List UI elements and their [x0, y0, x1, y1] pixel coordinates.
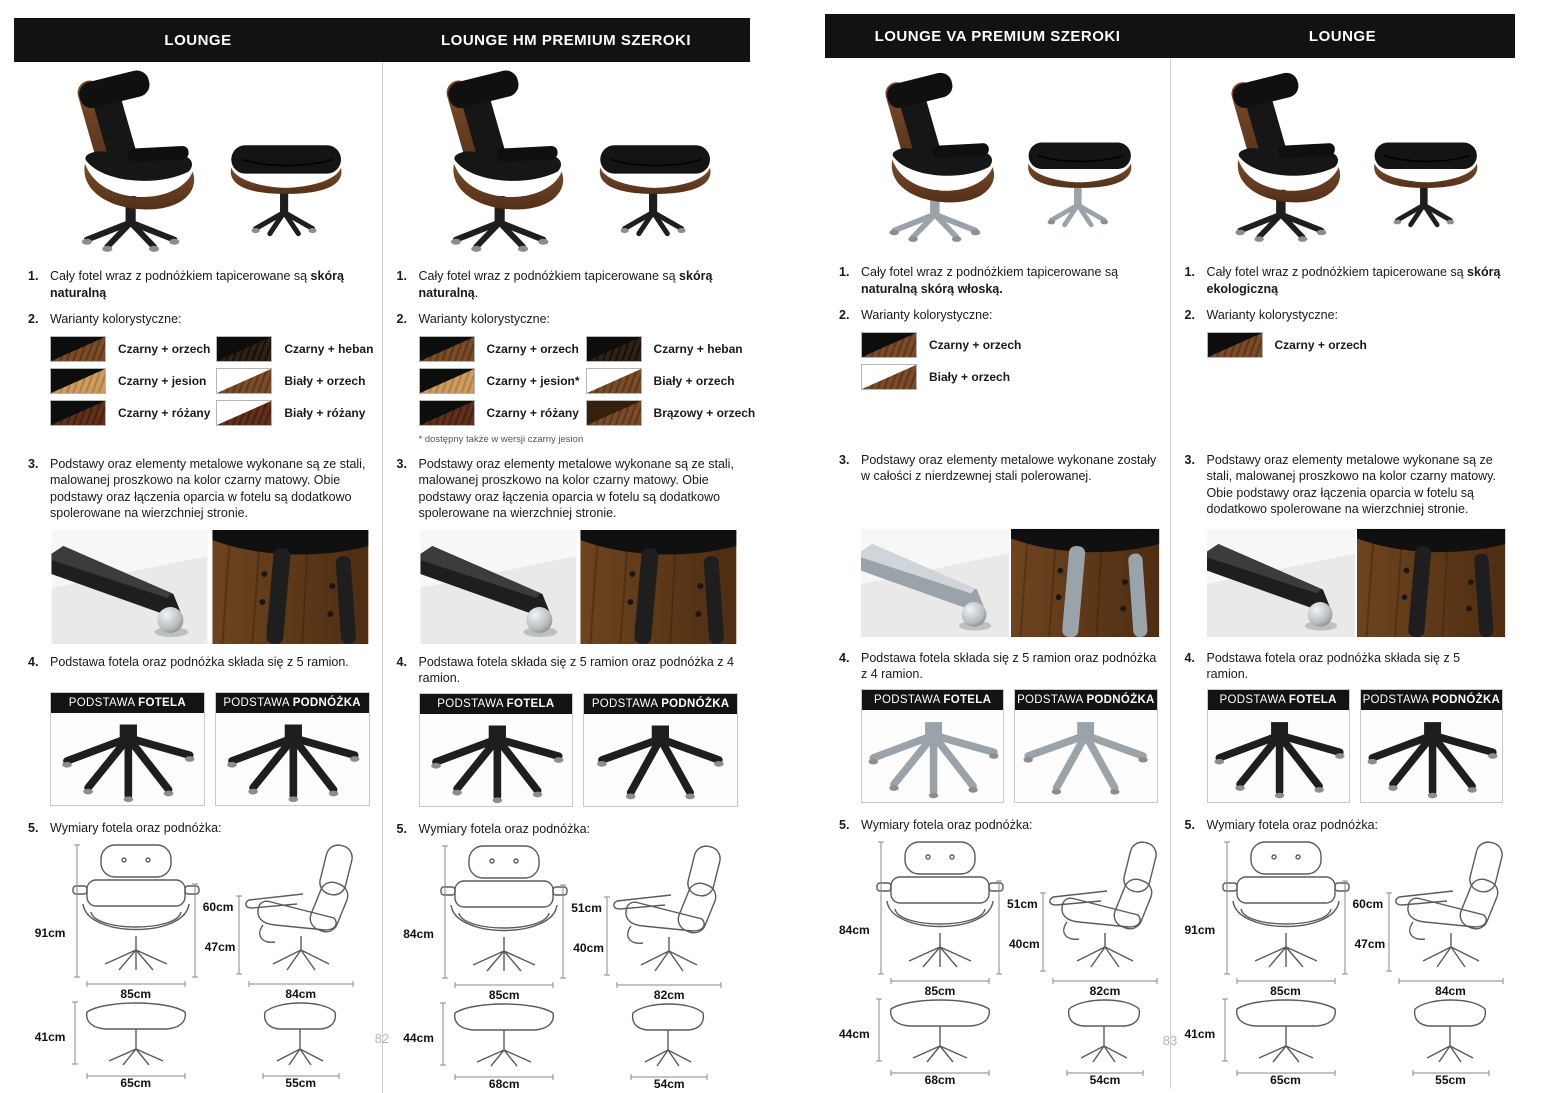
dim-ottoman-height: 41cm	[34, 1030, 66, 1044]
item-number: 4.	[396, 654, 407, 669]
color-swatch	[419, 400, 475, 426]
detail-photos	[1207, 526, 1504, 640]
detail-photo-backrest	[579, 530, 738, 644]
dim-ottoman-width: 65cm	[1270, 1073, 1301, 1087]
chair-base-image	[51, 713, 204, 805]
catalog-page-83	[825, 14, 1515, 1087]
swatch-footnote: * dostępny także w wersji czarny jesion	[418, 433, 584, 445]
swatch-label: Biały + różany	[284, 405, 366, 420]
chair-base-box	[1207, 689, 1350, 803]
swatch-label: Czarny + orzech	[118, 341, 211, 356]
item-number: 2.	[28, 312, 39, 326]
color-variant-row	[50, 336, 210, 362]
color-variants	[839, 332, 1160, 442]
item-number: 1.	[1184, 265, 1195, 279]
dim-seat-height: 40cm	[1009, 937, 1040, 951]
dim-back-height: 60cm	[1352, 897, 1384, 911]
item-number: 4.	[28, 654, 39, 669]
color-swatch	[216, 336, 272, 362]
item-number: 3.	[28, 456, 39, 471]
dim-chair-width: 85cm	[488, 988, 520, 1002]
color-variant-row	[216, 400, 373, 426]
list-item-upholstery: 1. Cały fotel wraz z podnóżkiem tapicerowane są naturalną skórą włoską.	[839, 265, 1119, 296]
detail-photos	[50, 530, 370, 644]
product-column-lounge	[14, 62, 383, 1093]
item-number: 4.	[1184, 650, 1195, 665]
color-variant-row	[586, 336, 756, 362]
detail-photo-base-arm	[50, 530, 209, 644]
product-column-lounge-hm	[383, 62, 756, 1093]
base-boxes	[1207, 689, 1504, 803]
color-swatch	[216, 368, 272, 394]
ottoman-base-box	[1360, 689, 1503, 803]
swatch-label: Czarny + jesion	[118, 373, 207, 388]
color-swatch	[861, 364, 917, 390]
swatch-label: Biały + orzech	[929, 369, 1011, 384]
item-number: 1.	[28, 269, 39, 283]
color-swatch	[861, 332, 917, 358]
page-title: LOUNGE	[164, 31, 232, 49]
color-swatch	[1207, 332, 1263, 358]
item-number: 3.	[396, 456, 407, 471]
dim-ottoman-width: 65cm	[120, 1076, 152, 1090]
list-item-upholstery: 1. Cały fotel wraz z podnóżkiem tapicerowane są skórą naturalną	[28, 269, 344, 300]
ottoman-base-label: PODSTAWA PODNÓŻKA	[1361, 690, 1502, 710]
chair-base-box	[419, 693, 574, 807]
base-boxes	[419, 693, 739, 807]
dim-chair-height: 91cm	[1184, 923, 1216, 937]
item-number: 1.	[839, 265, 850, 279]
swatch-label: Czarny + orzech	[929, 337, 1022, 352]
dim-back-height: 60cm	[202, 900, 234, 914]
chair-base-image	[862, 710, 1003, 802]
swatch-label: Biały + orzech	[284, 373, 366, 388]
color-swatch	[216, 400, 272, 426]
item-number: 4.	[839, 650, 850, 665]
list-item-base-arms: 4. Podstawa fotela oraz podnóżka składa się z 5 ramion.	[1184, 650, 1461, 681]
color-variants	[28, 336, 372, 446]
ottoman-base-image	[216, 713, 369, 805]
ottoman-base-label: PODSTAWA PODNÓŻKA	[216, 693, 369, 713]
chair-base-label: PODSTAWA FOTELA	[862, 690, 1003, 710]
list-item-dimensions: 5. Wymiary fotela oraz podnóżka:	[396, 821, 590, 836]
product-column-lounge-va	[825, 58, 1171, 1089]
color-variant-row	[861, 364, 1160, 390]
color-swatch	[419, 368, 475, 394]
color-variant-row	[216, 336, 373, 362]
catalog-page-82	[14, 18, 756, 1091]
color-swatch	[586, 336, 642, 362]
dim-chair-height: 84cm	[839, 923, 870, 937]
detail-photos	[419, 530, 739, 644]
chair-base-label: PODSTAWA FOTELA	[51, 693, 204, 713]
dim-back-height: 51cm	[1007, 897, 1038, 911]
item-number: 5.	[28, 820, 39, 835]
item-number: 5.	[839, 817, 850, 832]
list-item-base-arms: 4. Podstawa fotela składa się z 5 ramion oraz podnóżka z 4 ramion.	[396, 654, 734, 685]
swatch-label: Czarny + heban	[284, 341, 374, 356]
dim-chair-height: 84cm	[403, 927, 434, 941]
chair-base-label: PODSTAWA FOTELA	[420, 694, 573, 714]
color-variants	[397, 336, 756, 446]
dim-chair-depth: 82cm	[1089, 984, 1121, 998]
color-variant-row	[1207, 332, 1506, 358]
dim-chair-width: 85cm	[120, 987, 152, 1001]
dim-seat-height: 47cm	[1354, 937, 1386, 951]
list-item-variants: 2. Warianty kolorystyczne:	[396, 312, 551, 326]
ottoman-base-box	[583, 693, 738, 807]
list-item-bases-material: 3. Podstawy oraz elementy metalowe wykonane są ze stali, malowanej proszkowo na kolor czarny matowy. Obie podstawy oraz łączenia oparcia w fotelu są dodatkowo spolerowane na wierzchniej stronie.	[396, 456, 734, 520]
detail-photos	[861, 526, 1158, 640]
chair-base-label: PODSTAWA FOTELA	[1208, 690, 1349, 710]
dim-ottoman-height: 44cm	[839, 1027, 870, 1041]
list-item-dimensions: 5. Wymiary fotela oraz podnóżka:	[839, 817, 1033, 832]
dim-chair-width: 85cm	[1270, 984, 1301, 998]
chair-base-image	[1208, 710, 1349, 802]
dim-ottoman-depth: 54cm	[653, 1077, 685, 1091]
detail-photo-backrest	[1011, 526, 1159, 640]
item-number: 1.	[396, 269, 407, 283]
dim-ottoman-width: 68cm	[488, 1077, 520, 1091]
dim-seat-height: 47cm	[204, 940, 236, 954]
list-item-variants: 2. Warianty kolorystyczne:	[839, 308, 993, 322]
ottoman-base-image	[584, 714, 737, 806]
swatch-label: Czarny + orzech	[486, 341, 579, 356]
ottoman-base-image	[1361, 710, 1502, 802]
item-number: 2.	[839, 308, 850, 322]
color-swatch	[50, 368, 106, 394]
dim-chair-depth: 84cm	[285, 987, 317, 1001]
color-variant-row	[216, 368, 373, 394]
chair-base-box	[50, 692, 205, 806]
swatch-label: Czarny + heban	[653, 341, 743, 356]
detail-photo-backrest	[211, 530, 370, 644]
list-item-variants: 2. Warianty kolorystyczne:	[1184, 308, 1339, 322]
item-number: 2.	[1184, 308, 1195, 322]
list-item-bases-material: 3. Podstawy oraz elementy metalowe wykonane zostały w całości z nierdzewnej stali polerowanej.	[839, 452, 1160, 518]
page-title: LOUNGE	[1308, 27, 1377, 45]
color-variant-row	[861, 332, 1160, 358]
color-variant-row	[419, 368, 580, 394]
item-number: 2.	[396, 312, 407, 326]
list-item-bases-material: 3. Podstawy oraz elementy metalowe wykonane są ze stali, malowanej proszkowo na kolor czarny matowy. Obie podstawy oraz łączenia oparcia w fotelu są dodatkowo spolerowane na wierzchniej stronie.	[28, 456, 366, 520]
list-item-base-arms: 4. Podstawa fotela składa się z 5 ramion oraz podnóżka z 4 ramion.	[839, 650, 1157, 681]
color-swatch	[419, 336, 475, 362]
ottoman-base-label: PODSTAWA PODNÓŻKA	[584, 694, 737, 714]
detail-photo-base-arm	[861, 526, 1009, 640]
dim-chair-width: 85cm	[924, 984, 956, 998]
page-title: LOUNGE HM PREMIUM SZEROKI	[440, 31, 691, 49]
color-swatch	[50, 336, 106, 362]
color-swatch	[50, 400, 106, 426]
color-variant-row	[50, 368, 210, 394]
page-number: 82	[374, 1031, 390, 1046]
page-number: 83	[1162, 1033, 1178, 1048]
dim-ottoman-height: 41cm	[1184, 1027, 1216, 1041]
color-variant-row	[586, 368, 756, 394]
list-item-dimensions: 5. Wymiary fotela oraz podnóżka:	[1184, 817, 1378, 832]
dimensions-diagram	[1185, 837, 1506, 1089]
ottoman-base-box	[1014, 689, 1157, 803]
color-variant-row	[419, 336, 580, 362]
color-variants	[1185, 332, 1506, 442]
dimensions-diagram	[397, 841, 741, 1093]
item-number: 3.	[839, 452, 850, 467]
page-header-bar	[14, 18, 750, 62]
ottoman-base-image	[1015, 710, 1156, 802]
list-item-variants: 2. Warianty kolorystyczne:	[28, 312, 182, 326]
dimensions-diagram	[28, 840, 372, 1092]
swatch-label: Brązowy + orzech	[653, 405, 756, 420]
dimensions-diagram	[839, 837, 1160, 1089]
dim-ottoman-depth: 55cm	[285, 1076, 317, 1090]
base-boxes	[861, 689, 1158, 803]
product-photo	[1189, 66, 1502, 254]
color-variant-row	[586, 400, 756, 426]
list-item-base-arms: 4. Podstawa fotela oraz podnóżka składa się z 5 ramion.	[28, 654, 372, 686]
list-item-upholstery: 1. Cały fotel wraz z podnóżkiem tapicerowane są skórą naturalną.	[396, 269, 713, 300]
dim-ottoman-depth: 54cm	[1089, 1073, 1121, 1087]
product-photo	[32, 70, 368, 258]
swatch-label: Czarny + różany	[118, 405, 211, 420]
ottoman-base-label: PODSTAWA PODNÓŻKA	[1015, 690, 1156, 710]
color-variant-row	[419, 400, 580, 426]
list-item-upholstery: 1. Cały fotel wraz z podnóżkiem tapicerowane są skórą ekologiczną	[1184, 265, 1501, 296]
dim-ottoman-depth: 55cm	[1435, 1073, 1466, 1087]
swatch-label: Czarny + orzech	[1274, 337, 1367, 352]
color-variant-row	[50, 400, 210, 426]
item-number: 3.	[1184, 452, 1195, 467]
chair-base-box	[861, 689, 1004, 803]
dim-chair-height: 91cm	[34, 926, 66, 940]
item-number: 5.	[1184, 817, 1195, 832]
detail-photo-base-arm	[1207, 526, 1355, 640]
chair-base-image	[420, 714, 573, 806]
swatch-label: Czarny + jesion*	[486, 373, 580, 388]
color-swatch	[586, 400, 642, 426]
detail-photo-base-arm	[419, 530, 578, 644]
base-boxes	[50, 692, 370, 806]
product-column-lounge-eko	[1171, 58, 1516, 1089]
color-swatch	[586, 368, 642, 394]
product-photo	[843, 66, 1156, 254]
swatch-label: Czarny + różany	[486, 405, 579, 420]
dim-ottoman-width: 68cm	[924, 1073, 956, 1087]
dim-ottoman-height: 44cm	[403, 1031, 434, 1045]
dim-chair-depth: 82cm	[653, 988, 685, 1002]
detail-photo-backrest	[1357, 526, 1505, 640]
dim-seat-height: 40cm	[573, 941, 604, 955]
swatch-label: Biały + orzech	[653, 373, 735, 388]
page-title: LOUNGE VA PREMIUM SZEROKI	[874, 27, 1121, 45]
item-number: 5.	[396, 821, 407, 836]
list-item-dimensions: 5. Wymiary fotela oraz podnóżka:	[28, 820, 222, 835]
dim-chair-depth: 84cm	[1435, 984, 1466, 998]
list-item-bases-material: 3. Podstawy oraz elementy metalowe wykonane są ze stali, malowanej proszkowo na kolor czarny matowy. Obie podstawy oraz łączenia oparcia w fotelu są dodatkowo spolerowane na wierzchniej stronie.	[1184, 452, 1496, 516]
ottoman-base-box	[215, 692, 370, 806]
dim-back-height: 51cm	[571, 901, 602, 915]
page-header-bar	[825, 14, 1515, 58]
product-photo	[401, 70, 737, 258]
